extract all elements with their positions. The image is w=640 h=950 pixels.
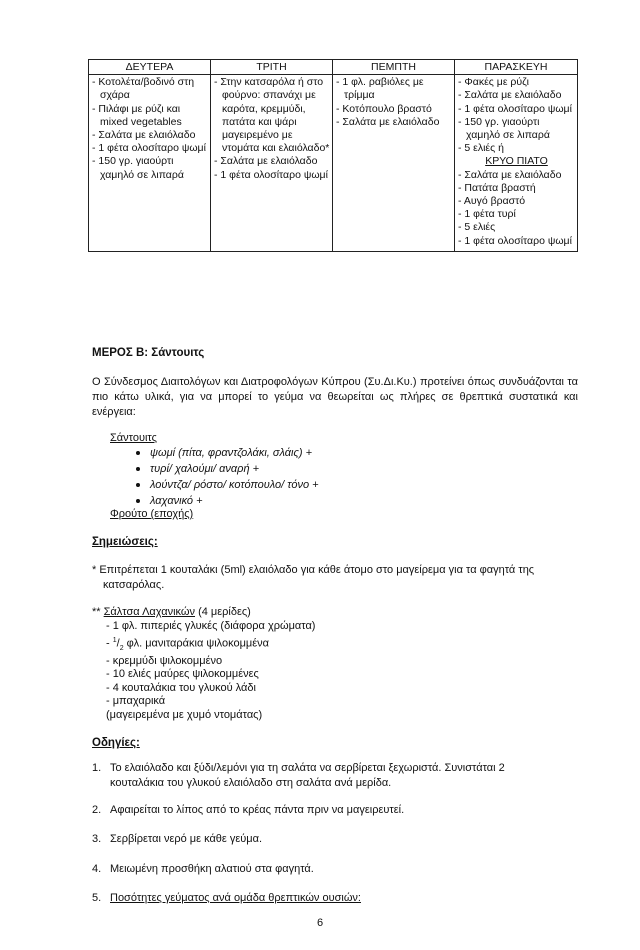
list-item: - 1 φέτα ολοσίταρο ψωμί: [214, 168, 328, 181]
list-item: - Σαλάτα με ελαιόλαδο: [92, 129, 196, 142]
notes-title: Σημειώσεις:: [92, 536, 158, 548]
list-item: - 150 γρ. γιαούρτι χαμηλό σε λιπαρά: [92, 155, 184, 181]
list-item: - 1 φέτα ολοσίταρο ψωμί: [92, 142, 206, 155]
cold-plate-heading: ΚΡΥΟ ΠΙΑΤΟ: [485, 155, 548, 168]
bullet-icon: [136, 451, 140, 455]
header-thursday: ΠΕΜΠΤΗ: [333, 60, 455, 75]
list-item: - Σαλάτα με ελαιόλαδο: [458, 168, 562, 181]
friday-cell: [455, 75, 578, 252]
list-item: - κρεμμύδι ψιλοκομμένο: [106, 654, 223, 667]
list-item: - μπαχαρικά: [106, 695, 166, 708]
list-item: - $^1/_2$ φλ. μανιταράκια ψιλοκομμένα: [106, 636, 270, 652]
weekly-menu-table: [88, 59, 578, 252]
header-monday: ΔΕΥΤΕΡΑ: [89, 60, 211, 75]
header-friday: ΠΑΡΑΣΚΕΥΗ: [455, 60, 578, 75]
list-item: - 150 γρ. γιαούρτι χαμηλό σε λιπαρά: [458, 115, 550, 142]
fruit-label: Φρούτο (εποχής): [110, 508, 194, 520]
list-item: - Πατάτα βραστή: [458, 181, 536, 194]
list-item: (μαγειρεμένα με χυμό ντομάτας): [106, 708, 263, 721]
list-item: - Σαλάτα με ελαιόλαδο: [214, 155, 318, 168]
list-item: - 1 φέτα ολοσίταρο ψωμί: [458, 234, 572, 247]
list-item: - Κοτόπουλο βραστό: [336, 102, 432, 115]
list-item: - 4 κουταλάκια του γλυκού λάδι: [106, 681, 256, 694]
list-item: λαχανικό +: [150, 493, 319, 509]
salsa-ingredients: [106, 620, 315, 722]
list-item: - Σαλάτα με ελαιόλαδο: [458, 89, 562, 102]
sandwich-ingredients: [150, 445, 319, 509]
salsa-heading: ** Σάλτσα Λαχανικών (4 μερίδες): [92, 606, 251, 618]
list-item: - 1 φέτα ολοσίταρο ψωμί: [458, 102, 572, 115]
section-b-title: ΜΕΡΟΣ Β: Σάντουιτς: [92, 347, 205, 359]
document-page: ΔΕΥΤΕΡΑ ΤΡΙΤΗ ΠΕΜΠΤΗ ΠΑΡΑΣΚΕΥΗ - Κοτολέτα/βοδινό στη σχάρα - Πιλάφι με ρύζι και mixed vegetables - Σαλάτα με ελαιόλαδο - 1 φέτα ολοσίταρο ψωμί - 150 γρ. γιαούρτι χαμηλό σε λιπαρά - Στην κατσαρόλα ή στο φούρνο: σπανάχι με καρότα, κρεμμύδι, πατάτα και ψάρι μαγειρεμένο με ντομάτα και ελαιόλαδο* - Σαλάτα με ελαιόλαδο - 1 φέτα ολοσίταρο ψωμί - 1 φλ. ραβιόλες με τρίμμα - Κοτόπουλο βραστό - Σαλάτα με ελαιόλαδο - Φακές με ρύζι - Σαλάτα με ελαιόλαδο - 1 φέτα ολοσίταρο ψωμί - 150 γρ. γιαούρτι χαμηλό σε λιπαρά - 5 ελιές ή ΚΡΥΟ ΠΙΑΤΟ - Σαλάτα με ελαιόλαδο - Πατάτα βραστή - Αυγό βραστό - 1 φέτα τυρί - 5 ελιές - 1 φέτα ολοσίταρο ψωμί ΜΕΡΟΣ Β: Σάντουιτς Ο Σύνδεσμος Διαιτολόγων και Διατροφολόγων Κύπρου (Συ.Δι.Κυ.) προτείνει όπως συνδυάζονται τα πιο κάτω υλικά, για να μπορεί το γεύμα να θεωρείται ως πλήρες σε θρεπτικά συστατικά και ενέργεια: Σάντουιτς ψωμί (πίτα, φραντζολάκι, σλάις) + τυρί/ χαλούμι/ αναρή + λούντζα/ ρόστο/ κοτόπουλο/ τόνο + λαχανικό + Φρούτο (εποχής) Σημειώσεις: * Επιτρέπεται 1 κουταλάκι (5ml) ελαιόλαδο για κάθε άτομο στο μαγείρεμα για τα φαγητά της κατσαρόλας. ** Σάλτσα Λαχανικών (4 μερίδες) - 1 φλ. πιπεριές γλυκές (διάφορα χρώματα) - $^1/_2$ φλ. μανιταράκια ψιλοκομμένα - κρεμμύδι ψιλοκομμένο - 10 ελιές μαύρες ψιλοκομμένες - 4 κουταλάκια του γλυκού λάδι - μπαχαρικά (μαγειρεμένα με χυμό ντομάτας) Οδηγίες: 1. Το ελαιόλαδο και ξύδι/λεμόνι για τη σαλάτα να σερβίρεται ξεχωριστά. Συνιστάται 2 κουταλάκια του γλυκού ελαιόλαδο στη σαλάτα ανά μερίδα. 2. Αφαιρείται το λίπος από το κρέας πάντα πριν να μαγειρευτεί. 3. Σερβίρεται νερό με κάθε γεύμα. 4. Μειωμένη προσθήκη αλατιού στα φαγητά. 5. Ποσότητες γεύματος ανά ομάδα θρεπτικών ουσιών: 6: [0, 0, 640, 950]
table-header-row: [89, 60, 578, 75]
list-item: - 5 ελιές: [458, 221, 496, 234]
list-item: - Φακές με ρύζι: [458, 76, 529, 89]
thursday-cell: [333, 75, 455, 252]
list-item: - 5 ελιές ή: [458, 142, 504, 155]
bullet-icon: [136, 483, 140, 487]
list-item: - 1 φλ. πιπεριές γλυκές (διάφορα χρώματα): [106, 620, 316, 632]
list-item: τυρί/ χαλούμι/ αναρή +: [150, 461, 319, 477]
monday-cell: [89, 75, 211, 252]
list-item: - Αυγό βραστό: [458, 195, 526, 208]
list-item: λούντζα/ ρόστο/ κοτόπουλο/ τόνο +: [150, 477, 319, 493]
tuesday-cell: [211, 75, 333, 252]
list-item: - Στην κατσαρόλα ή στο φούρνο: σπανάχι με καρότα, κρεμμύδι, πατάτα και ψάρι μαγειρεμένο με ντομάτα και ελαιόλαδο*: [214, 76, 330, 155]
bullet-icon: [136, 467, 140, 471]
list-item: - Πιλάφι με ρύζι και mixed vegetables: [92, 102, 182, 128]
list-item: - 10 ελιές μαύρες ψιλοκομμένες: [106, 668, 259, 681]
list-item: - Σαλάτα με ελαιόλαδο: [336, 115, 440, 128]
note-olive-oil: * Επιτρέπεται 1 κουταλάκι (5ml) ελαιόλαδο για κάθε άτομο στο μαγείρεμα για τα φαγητά της κατσαρόλας.: [92, 564, 535, 591]
list-item: - 1 φλ. ραβιόλες με τρίμμα: [336, 76, 424, 102]
section-b-intro: Ο Σύνδεσμος Διαιτολόγων και Διατροφολόγων Κύπρου (Συ.Δι.Κυ.) προτείνει όπως συνδυάζονται τα πιο κάτω υλικά, για να μπορεί το γεύμα να θεωρείται ως πλήρες σε θρεπτικά συστατικά και ενέργεια:: [92, 376, 578, 418]
instructions-title: Οδηγίες:: [92, 737, 140, 749]
list-item: - 1 φέτα τυρί: [458, 208, 516, 221]
header-tuesday: ΤΡΙΤΗ: [211, 60, 333, 75]
page-number: 6: [316, 917, 324, 929]
bullet-icon: [136, 499, 140, 503]
list-item: - Κοτολέτα/βοδινό στη σχάρα: [92, 76, 195, 102]
sandwich-label: Σάντουιτς: [110, 432, 157, 444]
list-item: ψωμί (πίτα, φραντζολάκι, σλάις) +: [150, 445, 319, 461]
table-row: [89, 75, 578, 252]
